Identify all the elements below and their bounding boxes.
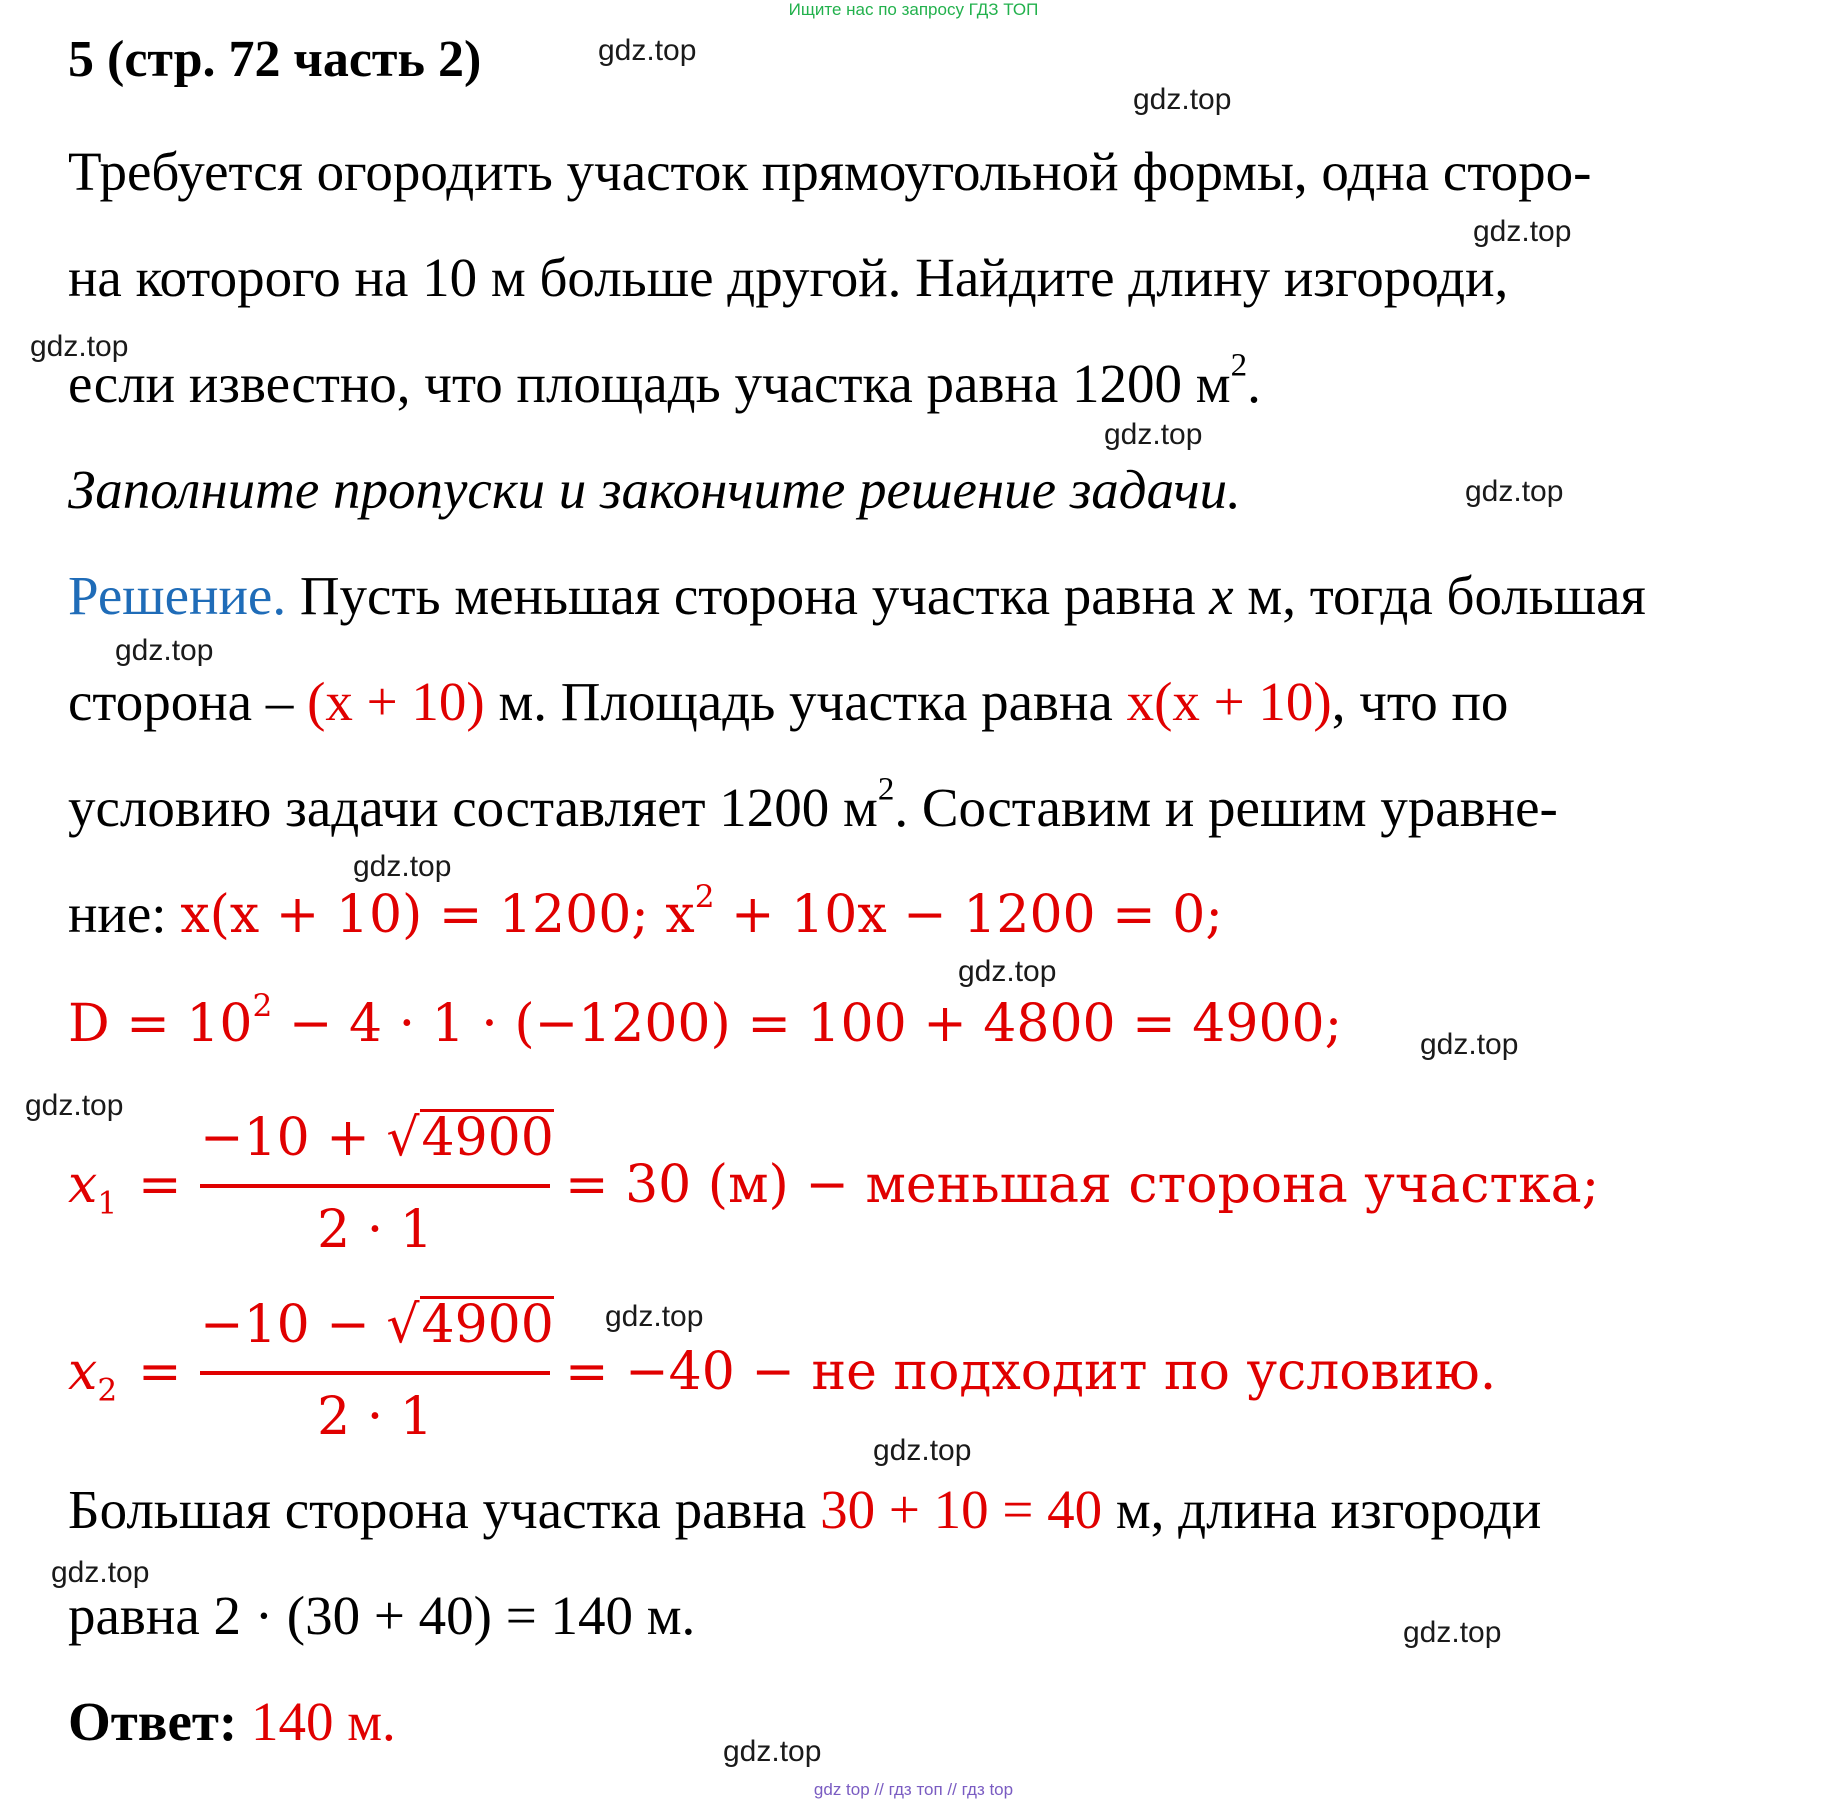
x2-eq-sign: =: [138, 1342, 182, 1402]
watermark: gdz.top: [353, 850, 452, 883]
watermark: gdz.top: [605, 1300, 704, 1333]
watermark: gdz.top: [51, 1556, 150, 1589]
filled-blank-2: x(x + 10): [1126, 671, 1332, 732]
x2-denominator: 2 · 1: [317, 1387, 433, 1447]
solution-label: Решение.: [68, 565, 287, 626]
watermark: gdz.top: [115, 634, 214, 667]
problem-line-3: если известно, что площадь участка равна 1200 $м^2$.: [68, 347, 1261, 414]
task-instruction: Заполните пропуски и закончите решение задачи.: [68, 459, 1241, 520]
equation: x(x + 10) = 1200; $x^2 + 10x - 1200 = 0$;: [180, 879, 1223, 945]
watermark: gdz.top: [1420, 1028, 1519, 1061]
watermark: gdz.top: [1403, 1616, 1502, 1649]
solution-line-1: Решение. Пусть меньшая сторона участка равна x м, тогда большая: [68, 565, 1646, 626]
problem-line-2: на которого на 10 м больше другой. Найдите длину изгороди,: [68, 247, 1509, 308]
answer-line: [68, 1690, 396, 1753]
x1-eq-sign: =: [138, 1155, 182, 1215]
solution-line-3: условию задачи составляет 1200 $м^2$. Составим и решим уравне-: [68, 771, 1558, 838]
watermark: gdz.top: [598, 34, 697, 67]
problem-line-1: Требуется огородить участок прямоугольной формы, одна сторо-: [68, 141, 1592, 202]
x2-label: $x_2$: [68, 1342, 118, 1409]
x1-denominator: 2 · 1: [317, 1200, 433, 1260]
x1-label: $x_1$: [68, 1155, 118, 1222]
watermark: gdz.top: [1104, 418, 1203, 451]
answer-label: Ответ:: [68, 1691, 238, 1752]
bigger-side-line: Большая сторона участка равна 30 + 10 = 40 м, длина изгороди: [68, 1479, 1542, 1540]
x2-numerator: −10 − √4900: [200, 1295, 554, 1355]
footer: gdz top // гдз топ // гдз top: [813, 1780, 1014, 1799]
watermark: gdz.top: [1465, 475, 1564, 508]
page-title: 5 (стр. 72 часть 2): [68, 31, 482, 88]
x1-numerator: −10 + √4900: [200, 1108, 554, 1168]
filled-blank-1: (x + 10): [307, 671, 485, 732]
x1-fraction-bar: [200, 1184, 550, 1188]
watermark: gdz.top: [873, 1434, 972, 1467]
watermark: gdz.top: [1133, 83, 1232, 116]
watermark: gdz.top: [958, 955, 1057, 988]
discriminant: $D = 10^2 - 4 \cdot 1 \cdot (-1200) = 100 + 4800 = 4900$;: [68, 988, 1343, 1054]
watermark: gdz.top: [1473, 215, 1572, 248]
watermark: gdz.top: [25, 1089, 124, 1122]
solution-line-2: сторона – (x + 10) м. Площадь участка равна x(x + 10), что по: [68, 671, 1509, 732]
x1-result: = 30 (м) − меньшая сторона участка;: [565, 1155, 1600, 1215]
x2-result: = −40 − не подходит по условию.: [565, 1342, 1497, 1402]
answer-value: 140 м.: [237, 1691, 396, 1752]
watermark: gdz.top: [30, 330, 129, 363]
top-banner: Ищите нас по запросу ГДЗ ТОП: [788, 0, 1039, 19]
fence-line: равна 2 · (30 + 40) = 140 м.: [68, 1585, 696, 1646]
equation-line: ние: x(x + 10) = 1200; $x^2 + 10x - 1200 = 0$;: [68, 879, 1223, 945]
watermark: gdz.top: [723, 1735, 822, 1768]
x2-fraction-bar: [200, 1371, 550, 1375]
filled-blank-3: 30 + 10 = 40: [820, 1479, 1103, 1540]
